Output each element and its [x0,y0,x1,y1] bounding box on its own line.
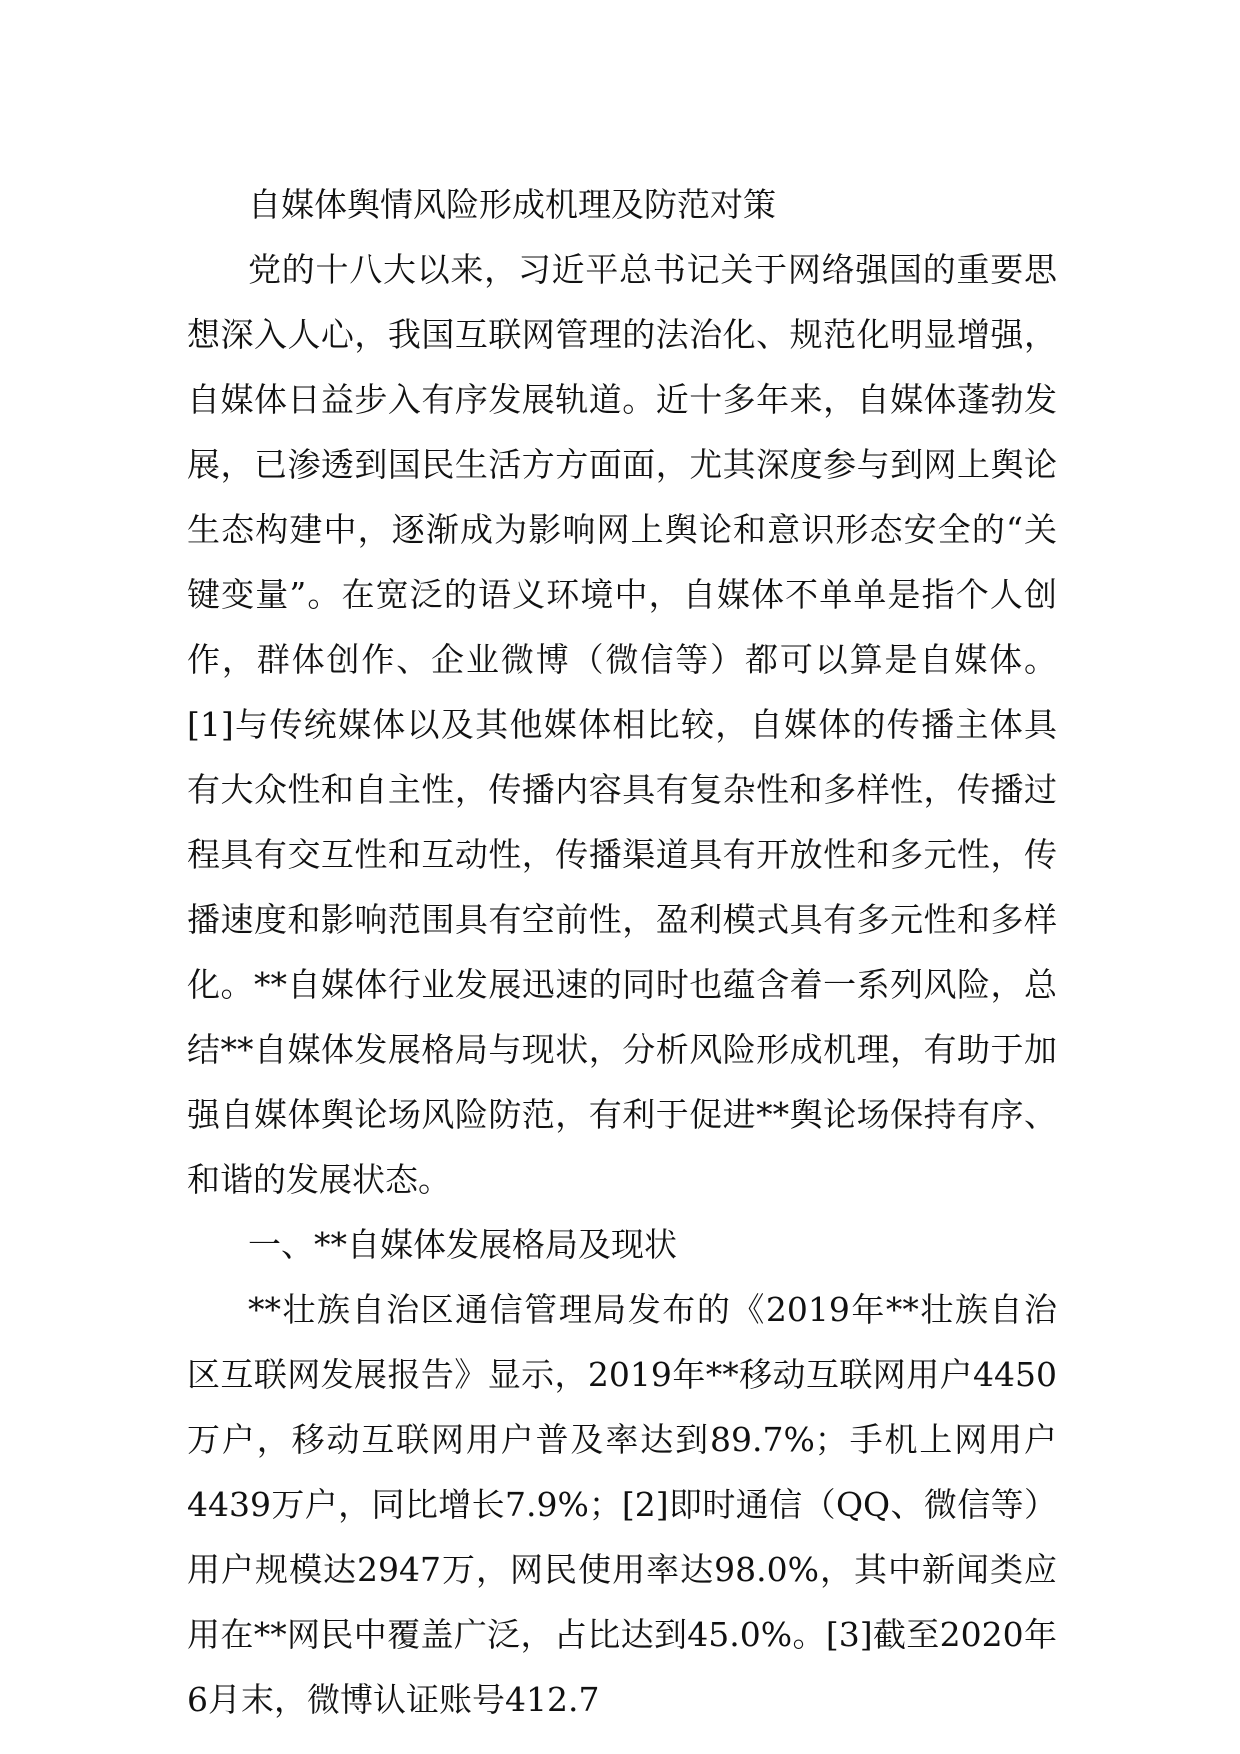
document-title: 自媒体舆情风险形成机理及防范对策 [248,185,776,224]
document-body [187,172,1057,1732]
section-paragraph: **壮族自治区通信管理局发布的《2019年**壮族自治区互联网发展报告》显示，2019年**移动互联网用户4450万户，移动互联网用户普及率达到89.7%；手机上网用户4439万户，同比增长7.9%；[2]即时通信（QQ、微信等）用户规模达2947万，网民使用率达98.0%，其中新闻类应用在**网民中覆盖广泛，占比达到45.0%。[3]截至2020年6月末，微博认证账号412.7 [187,1290,1057,1719]
section-heading: 一、**自媒体发展格局及现状 [248,1225,677,1264]
body-paragraph: 党的十八大以来，习近平总书记关于网络强国的重要思想深入人心，我国互联网管理的法治化、规范化明显增强，自媒体日益步入有序发展轨道。近十多年来，自媒体蓬勃发展，已渗透到国民生活方方面面，尤其深度参与到网上舆论生态构建中，逐渐成为影响网上舆论和意识形态安全的“关键变量”。在宽泛的语义环境中，自媒体不单单是指个人创作，群体创作、企业微博（微信等）都可以算是自媒体。[1]与传统媒体以及其他媒体相比较，自媒体的传播主体具有大众性和自主性，传播内容具有复杂性和多样性，传播过程具有交互性和互动性，传播渠道具有开放性和多元性，传播速度和影响范围具有空前性，盈利模式具有多元性和多样化。**自媒体行业发展迅速的同时也蕴含着一系列风险，总结**自媒体发展格局与现状，分析风险形成机理，有助于加强自媒体舆论场风险防范，有利于促进**舆论场保持有序、和谐的发展状态。 [187,250,1057,1199]
